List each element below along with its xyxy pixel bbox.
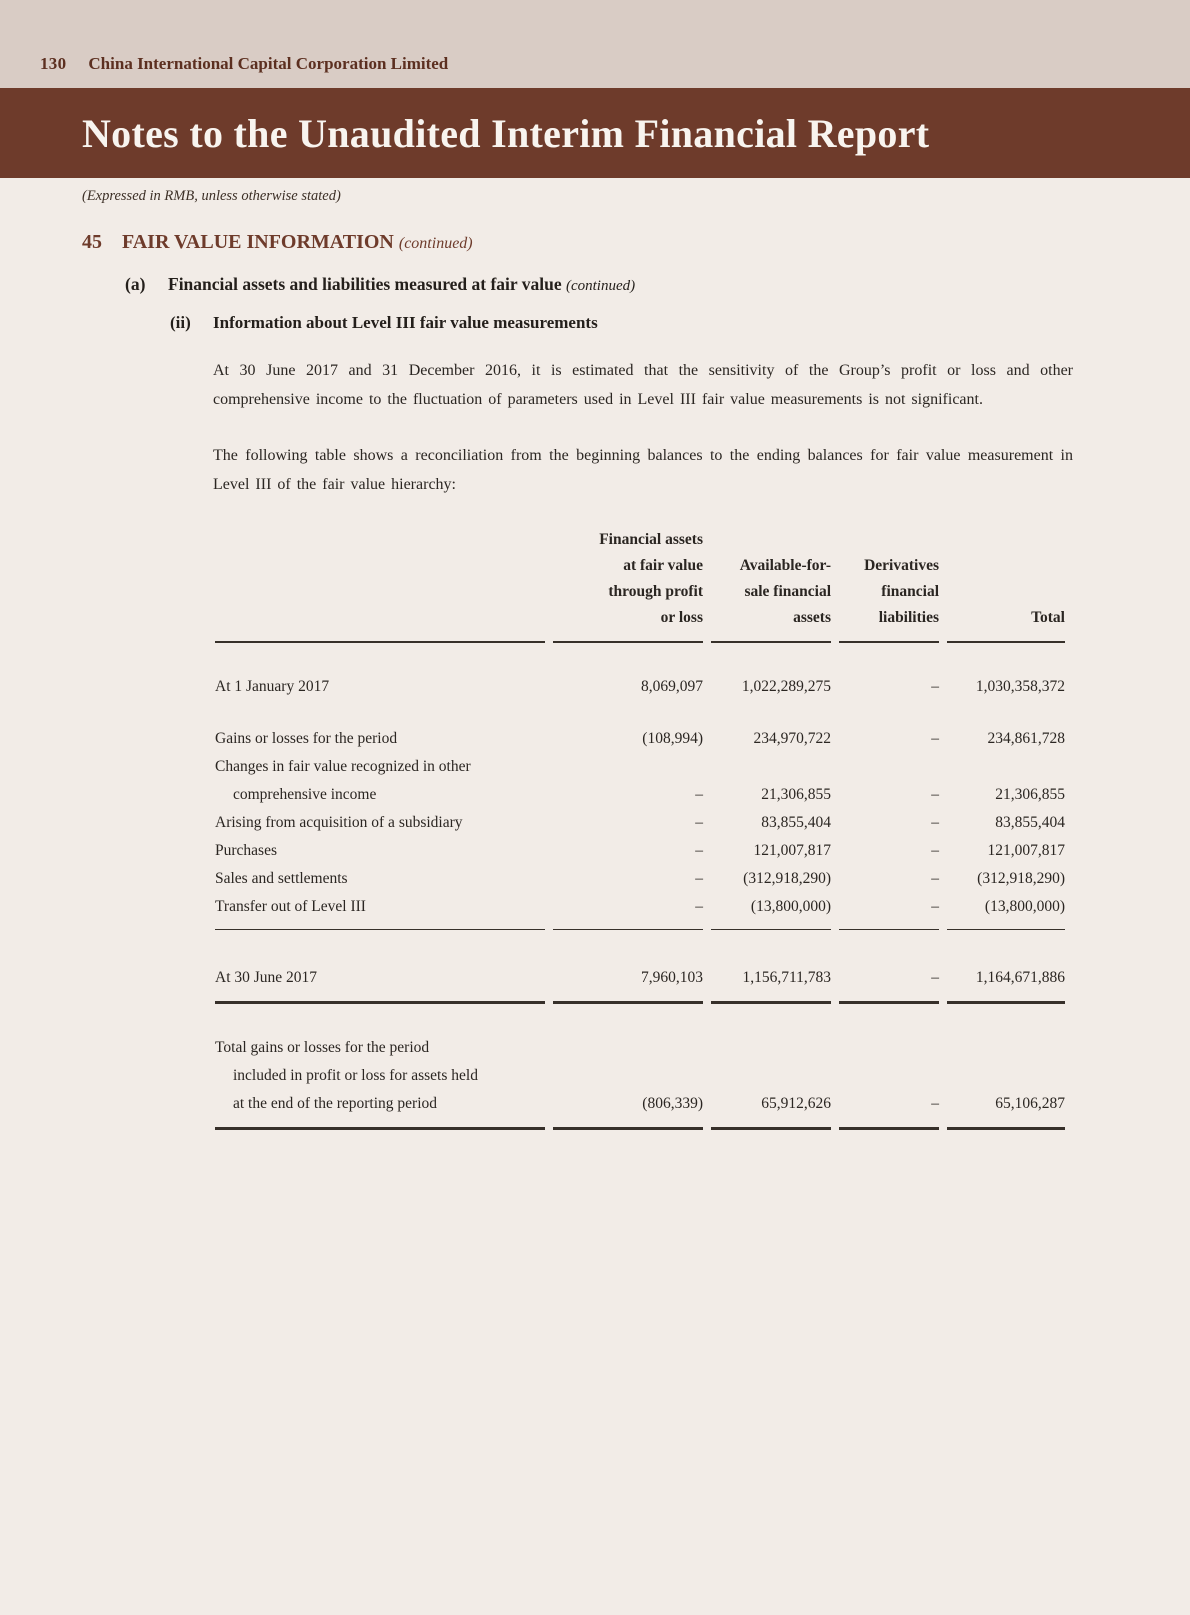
table-row xyxy=(215,1090,1065,1130)
column-header-line: through profit xyxy=(608,583,703,600)
row-label: Purchases xyxy=(215,842,277,859)
row-label: at the end of the reporting period xyxy=(215,1090,545,1130)
cell-c4: 21,306,855 xyxy=(995,786,1065,803)
table-spacer-cell xyxy=(215,930,1065,964)
table-row xyxy=(215,725,1065,753)
column-header-line: Financial assets xyxy=(599,531,703,548)
cell-c2: 83,855,404 xyxy=(761,814,831,831)
cell-c4 xyxy=(947,1034,1065,1062)
table-spacer-row xyxy=(215,930,1065,964)
cell-c4: 83,855,404 xyxy=(995,814,1065,831)
subsection-a-label: (a) xyxy=(125,274,146,294)
row-label: Total gains or losses for the period xyxy=(215,1039,430,1056)
subsection-ii-title: Information about Level III fair value measurements xyxy=(213,313,598,332)
table-row xyxy=(215,781,1065,809)
section-continued: (continued) xyxy=(398,235,473,252)
subsection-a-continued: (continued) xyxy=(565,278,636,294)
level3-reconciliation-table xyxy=(207,527,1073,1130)
banner xyxy=(0,88,1190,178)
table-spacer-cell xyxy=(215,1004,1065,1034)
table-row xyxy=(215,837,1065,865)
row-label: At 30 June 2017 xyxy=(215,964,545,1004)
column-header-line: at fair value xyxy=(623,557,703,574)
cell-c1: – xyxy=(695,842,703,859)
cell-c2: 1,022,289,275 xyxy=(741,678,831,695)
cell-c4: 1,030,358,372 xyxy=(975,678,1065,695)
cell-c4: 65,106,287 xyxy=(947,1090,1065,1130)
cell-c3: – xyxy=(839,893,939,930)
subtitle: (Expressed in RMB, unless otherwise stated) xyxy=(82,188,341,204)
subsection-ii-label: (ii) xyxy=(170,313,191,332)
table-spacer-row xyxy=(215,701,1065,725)
column-header-2 xyxy=(711,527,831,643)
cell-c2: 65,912,626 xyxy=(711,1090,831,1130)
row-label: included in profit or loss for assets held xyxy=(233,1067,478,1084)
table-spacer-cell xyxy=(215,643,1065,673)
table-row xyxy=(215,865,1065,893)
cell-c3: – xyxy=(931,814,939,831)
column-header-line: Available-for- xyxy=(739,557,831,574)
cell-c1 xyxy=(553,1062,703,1090)
cell-c1: 8,069,097 xyxy=(641,678,703,695)
page-title: Notes to the Unaudited Interim Financial Report xyxy=(82,110,930,156)
cell-c3: – xyxy=(931,678,939,695)
cell-c3: – xyxy=(931,730,939,747)
column-header-3 xyxy=(839,527,939,643)
column-header-line: sale financial xyxy=(744,583,831,600)
cell-c1: (806,339) xyxy=(553,1090,703,1130)
section-title: FAIR VALUE INFORMATION xyxy=(122,231,394,253)
column-header-line: Derivatives xyxy=(864,557,939,574)
column-header-line: Total xyxy=(1031,609,1065,626)
table-row xyxy=(215,809,1065,837)
row-label: Gains or losses for the period xyxy=(215,730,398,747)
page-header-band xyxy=(0,0,1190,88)
cell-c4: 234,861,728 xyxy=(987,730,1065,747)
cell-c1: – xyxy=(553,893,703,930)
cell-c2 xyxy=(711,753,831,781)
cell-c2: 1,156,711,783 xyxy=(711,964,831,1004)
cell-c1: – xyxy=(695,786,703,803)
cell-c3 xyxy=(839,1062,939,1090)
column-header-line: or loss xyxy=(660,609,703,626)
subsection-a-title: Financial assets and liabilities measured at fair value xyxy=(168,274,562,294)
cell-c2 xyxy=(711,1062,831,1090)
cell-c2: 21,306,855 xyxy=(761,786,831,803)
table-row xyxy=(215,673,1065,701)
cell-c4 xyxy=(947,753,1065,781)
subsection-a-heading xyxy=(125,274,1190,295)
column-header-line: liabilities xyxy=(878,609,939,626)
column-header-stub xyxy=(215,527,545,643)
cell-c1: 7,960,103 xyxy=(553,964,703,1004)
company-name: China International Capital Corporation Limited xyxy=(88,54,449,73)
paragraph-sensitivity: At 30 June 2017 and 31 December 2016, it is estimated that the sensitivity of the Group’s profit or loss and other comprehensive income to the fluctuation of parameters used in Level III fair value measurements is not significant. xyxy=(213,362,1073,408)
cell-c2: 234,970,722 xyxy=(753,730,831,747)
table-row xyxy=(215,1062,1065,1090)
row-label: Changes in fair value recognized in other xyxy=(215,758,471,775)
cell-c1: – xyxy=(695,870,703,887)
paragraph-table-intro: The following table shows a reconciliation from the beginning balances to the ending balances for fair value measurement in Level III of the fair value hierarchy: xyxy=(213,447,1073,493)
cell-c1 xyxy=(553,753,703,781)
column-header-line: financial xyxy=(881,583,939,600)
table-row xyxy=(215,964,1065,1004)
cell-c4: (312,918,290) xyxy=(977,870,1065,887)
cell-c1 xyxy=(553,1034,703,1062)
cell-c1: – xyxy=(695,814,703,831)
cell-c3 xyxy=(839,1034,939,1062)
table-row xyxy=(215,1034,1065,1062)
cell-c4: 121,007,817 xyxy=(987,842,1065,859)
row-label: Sales and settlements xyxy=(215,870,348,887)
column-header-line: assets xyxy=(793,609,831,626)
cell-c3: – xyxy=(931,842,939,859)
cell-c3: – xyxy=(839,964,939,1004)
cell-c3: – xyxy=(931,786,939,803)
column-header-4 xyxy=(947,527,1065,643)
cell-c1: (108,994) xyxy=(642,730,703,747)
cell-c4: (13,800,000) xyxy=(947,893,1065,930)
row-label: comprehensive income xyxy=(233,786,377,803)
page-number: 130 xyxy=(40,54,67,73)
row-label: At 1 January 2017 xyxy=(215,678,330,695)
column-header-1 xyxy=(553,527,703,643)
table-spacer-cell xyxy=(215,701,1065,725)
subsection-ii-heading xyxy=(170,313,1190,333)
cell-c2: (312,918,290) xyxy=(743,870,831,887)
table-header-row xyxy=(215,527,1065,643)
section-heading xyxy=(82,231,1190,254)
table-spacer-row xyxy=(215,1004,1065,1034)
cell-c2: 121,007,817 xyxy=(753,842,831,859)
cell-c4: 1,164,671,886 xyxy=(947,964,1065,1004)
cell-c3 xyxy=(839,753,939,781)
cell-c2 xyxy=(711,1034,831,1062)
row-label: Arising from acquisition of a subsidiary xyxy=(215,814,463,831)
table-spacer-row xyxy=(215,643,1065,673)
cell-c2: (13,800,000) xyxy=(711,893,831,930)
section-number: 45 xyxy=(82,231,102,253)
table-row xyxy=(215,753,1065,781)
cell-c3: – xyxy=(839,1090,939,1130)
cell-c4 xyxy=(947,1062,1065,1090)
reconciliation-table-body xyxy=(215,527,1065,1130)
cell-c3: – xyxy=(931,870,939,887)
row-label: Transfer out of Level III xyxy=(215,893,545,930)
table-row xyxy=(215,893,1065,930)
